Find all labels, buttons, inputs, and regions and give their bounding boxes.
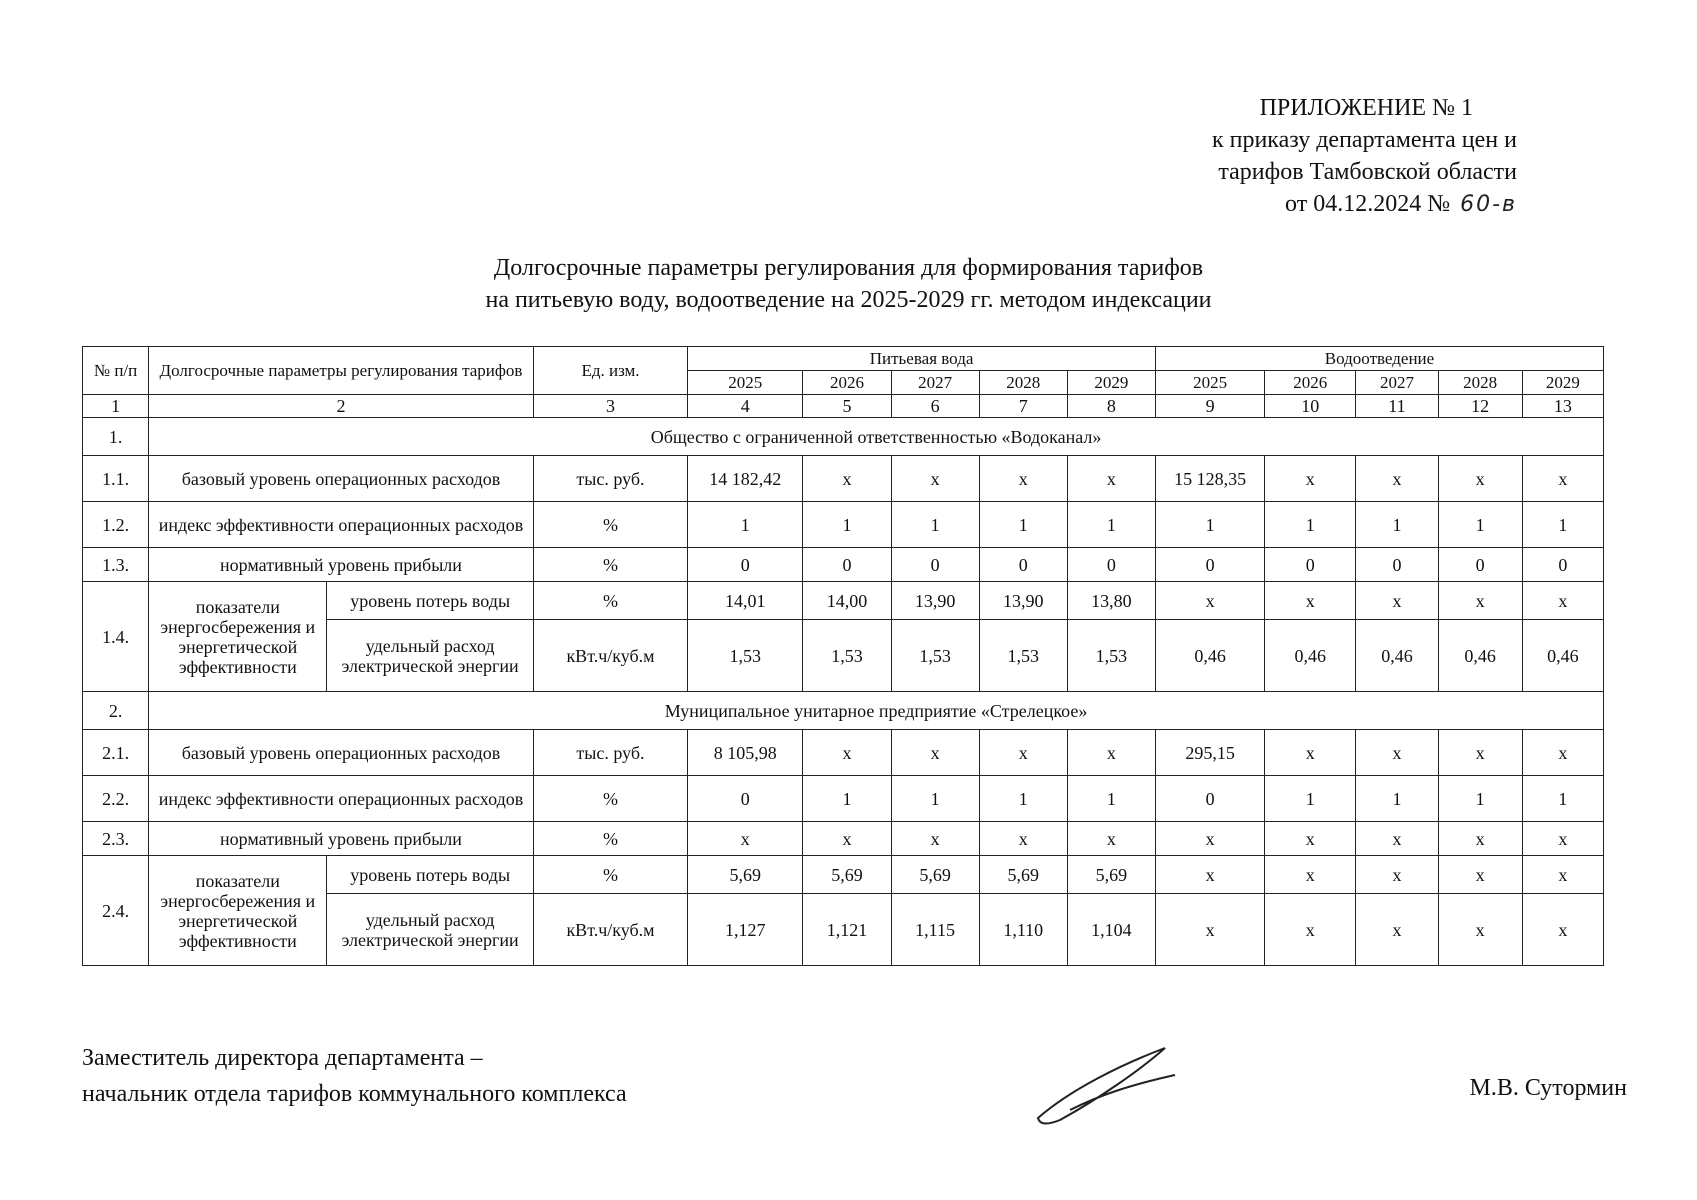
value-cell: x <box>1438 582 1522 620</box>
value-cell: x <box>1067 730 1155 776</box>
value-cell: x <box>1438 894 1522 966</box>
title-line-1: Долгосрочные параметры регулирования для формирования тарифов <box>493 255 1204 281</box>
organization-row <box>83 418 1604 456</box>
value-cell: 0 <box>1067 548 1155 582</box>
appendix-block <box>1212 92 1517 221</box>
value-cell: 1 <box>891 502 979 548</box>
value-cell: x <box>1156 582 1265 620</box>
value-cell: x <box>1438 822 1522 856</box>
signatory-position <box>82 1040 627 1112</box>
value-cell: x <box>1356 456 1438 502</box>
value-cell: 0 <box>1156 776 1265 822</box>
value-cell: 1,53 <box>803 620 891 692</box>
row-unit: % <box>533 582 687 620</box>
value-cell: x <box>1265 582 1356 620</box>
value-cell: x <box>1356 582 1438 620</box>
value-cell: x <box>979 730 1067 776</box>
value-cell: 1 <box>803 776 891 822</box>
header-sewer: Водоотведение <box>1156 347 1604 371</box>
value-cell: 1 <box>1265 502 1356 548</box>
value-cell: x <box>688 822 803 856</box>
row-sublabel: удельный расход электрической энергии <box>327 894 533 966</box>
value-cell: x <box>1522 894 1603 966</box>
value-cell: 1,53 <box>891 620 979 692</box>
value-cell: 0 <box>1265 548 1356 582</box>
row-number: 1.2. <box>83 502 149 548</box>
value-cell: x <box>1522 822 1603 856</box>
row-unit: тыс. руб. <box>533 456 687 502</box>
header-param: Долгосрочные параметры регулирования тарифов <box>149 347 534 395</box>
column-number-cell: 2 <box>149 395 534 418</box>
header-num: № п/п <box>83 347 149 395</box>
value-cell: 0 <box>688 548 803 582</box>
order-date: от 04.12.2024 № <box>1285 191 1451 217</box>
table-row <box>83 502 1604 548</box>
value-cell: 1,121 <box>803 894 891 966</box>
value-cell: 5,69 <box>803 856 891 894</box>
value-cell: x <box>803 456 891 502</box>
year-cell: 2028 <box>979 371 1067 395</box>
value-cell: 5,69 <box>688 856 803 894</box>
value-cell: 0,46 <box>1265 620 1356 692</box>
value-cell: x <box>979 822 1067 856</box>
value-cell: 1 <box>1356 502 1438 548</box>
row-number: 1.3. <box>83 548 149 582</box>
value-cell: 1 <box>1067 776 1155 822</box>
row-sublabel: удельный расход электрической энергии <box>327 620 533 692</box>
value-cell: 0 <box>1522 548 1603 582</box>
value-cell: 1,53 <box>979 620 1067 692</box>
value-cell: x <box>1356 894 1438 966</box>
value-cell: x <box>803 822 891 856</box>
value-cell: 1 <box>1522 502 1603 548</box>
row-number: 2.1. <box>83 730 149 776</box>
row-unit: % <box>533 856 687 894</box>
header-unit: Ед. изм. <box>533 347 687 395</box>
row-label: индекс эффективности операционных расходов <box>149 502 534 548</box>
row-unit: % <box>533 822 687 856</box>
row-number: 1.1. <box>83 456 149 502</box>
value-cell: x <box>1522 456 1603 502</box>
column-number-cell: 7 <box>979 395 1067 418</box>
value-cell: 1 <box>1067 502 1155 548</box>
value-cell: 8 105,98 <box>688 730 803 776</box>
column-number-cell: 1 <box>83 395 149 418</box>
value-cell: 0 <box>1156 548 1265 582</box>
value-cell: 1 <box>979 502 1067 548</box>
year-cell: 2027 <box>1356 371 1438 395</box>
appendix-heading: ПРИЛОЖЕНИЕ № 1 <box>1259 95 1473 121</box>
signatory-name: М.В. Сутормин <box>1469 1075 1627 1101</box>
year-cell: 2029 <box>1522 371 1603 395</box>
row-label: нормативный уровень прибыли <box>149 822 534 856</box>
value-cell: 1,104 <box>1067 894 1155 966</box>
value-cell: 1 <box>891 776 979 822</box>
value-cell: 1 <box>1438 776 1522 822</box>
header-row-1 <box>83 347 1604 371</box>
table-row <box>83 822 1604 856</box>
value-cell: 1,53 <box>688 620 803 692</box>
header-water: Питьевая вода <box>688 347 1156 371</box>
value-cell: 13,80 <box>1067 582 1155 620</box>
value-cell: x <box>1522 582 1603 620</box>
value-cell: x <box>979 456 1067 502</box>
value-cell: x <box>1265 456 1356 502</box>
year-cell: 2028 <box>1438 371 1522 395</box>
organization-name: Общество с ограниченной ответственностью «Водоканал» <box>149 418 1604 456</box>
value-cell: 5,69 <box>979 856 1067 894</box>
year-cell: 2026 <box>803 371 891 395</box>
appendix-line-2: тарифов Тамбовской области <box>1218 159 1517 185</box>
value-cell: x <box>891 730 979 776</box>
column-number-cell: 3 <box>533 395 687 418</box>
value-cell: x <box>1067 822 1155 856</box>
signatory-line-2: начальник отдела тарифов коммунального комплекса <box>82 1081 627 1107</box>
row-number: 2.3. <box>83 822 149 856</box>
year-cell: 2026 <box>1265 371 1356 395</box>
row-unit: % <box>533 502 687 548</box>
value-cell: x <box>1522 856 1603 894</box>
value-cell: 1 <box>979 776 1067 822</box>
value-cell: x <box>1438 856 1522 894</box>
value-cell: 0,46 <box>1438 620 1522 692</box>
row-label: базовый уровень операционных расходов <box>149 456 534 502</box>
value-cell: x <box>1265 730 1356 776</box>
value-cell: 5,69 <box>1067 856 1155 894</box>
value-cell: 1 <box>1438 502 1522 548</box>
value-cell: x <box>1356 856 1438 894</box>
value-cell: x <box>1356 822 1438 856</box>
column-number-cell: 11 <box>1356 395 1438 418</box>
year-cell: 2029 <box>1067 371 1155 395</box>
value-cell: 295,15 <box>1156 730 1265 776</box>
handwritten-signature <box>1030 1040 1180 1130</box>
value-cell: 15 128,35 <box>1156 456 1265 502</box>
table-row <box>83 856 1604 894</box>
document-title <box>0 252 1697 316</box>
value-cell: 0 <box>979 548 1067 582</box>
column-number-cell: 8 <box>1067 395 1155 418</box>
value-cell: 0 <box>1356 548 1438 582</box>
row-unit: % <box>533 776 687 822</box>
value-cell: x <box>1156 856 1265 894</box>
row-unit: % <box>533 548 687 582</box>
table-row <box>83 548 1604 582</box>
value-cell: x <box>891 456 979 502</box>
value-cell: 1,110 <box>979 894 1067 966</box>
table-row <box>83 582 1604 620</box>
row-label: нормативный уровень прибыли <box>149 548 534 582</box>
row-label: базовый уровень операционных расходов <box>149 730 534 776</box>
column-number-cell: 9 <box>1156 395 1265 418</box>
row-number: 1.4. <box>83 582 149 692</box>
column-number-cell: 12 <box>1438 395 1522 418</box>
row-unit: тыс. руб. <box>533 730 687 776</box>
value-cell: x <box>1522 730 1603 776</box>
value-cell: 0 <box>688 776 803 822</box>
column-number-cell: 10 <box>1265 395 1356 418</box>
value-cell: x <box>1156 894 1265 966</box>
column-number-cell: 6 <box>891 395 979 418</box>
year-cell: 2025 <box>688 371 803 395</box>
year-cell: 2027 <box>891 371 979 395</box>
table-row <box>83 456 1604 502</box>
value-cell: x <box>1156 822 1265 856</box>
value-cell: 14,00 <box>803 582 891 620</box>
value-cell: x <box>1265 822 1356 856</box>
value-cell: 0 <box>1438 548 1522 582</box>
row-sublabel: уровень потерь воды <box>327 856 533 894</box>
value-cell: x <box>1438 456 1522 502</box>
value-cell: 5,69 <box>891 856 979 894</box>
row-number: 2.4. <box>83 856 149 966</box>
table-row <box>83 730 1604 776</box>
value-cell: 0,46 <box>1156 620 1265 692</box>
value-cell: x <box>1265 894 1356 966</box>
column-number-cell: 5 <box>803 395 891 418</box>
row-group-label: показатели энергосбережения и энергетической эффективности <box>149 856 327 966</box>
value-cell: x <box>1067 456 1155 502</box>
row-group-label: показатели энергосбережения и энергетической эффективности <box>149 582 327 692</box>
row-number: 1. <box>83 418 149 456</box>
value-cell: 1 <box>803 502 891 548</box>
row-number: 2. <box>83 692 149 730</box>
value-cell: 1 <box>1265 776 1356 822</box>
row-number: 2.2. <box>83 776 149 822</box>
value-cell: 1,127 <box>688 894 803 966</box>
value-cell: 13,90 <box>979 582 1067 620</box>
value-cell: x <box>1438 730 1522 776</box>
value-cell: x <box>891 822 979 856</box>
appendix-line-3 <box>1212 188 1517 221</box>
row-sublabel: уровень потерь воды <box>327 582 533 620</box>
column-number-cell: 4 <box>688 395 803 418</box>
year-cell: 2025 <box>1156 371 1265 395</box>
value-cell: 1 <box>1356 776 1438 822</box>
value-cell: 13,90 <box>891 582 979 620</box>
parameters-table <box>82 346 1604 966</box>
value-cell: 1 <box>688 502 803 548</box>
appendix-line-1: к приказу департамента цен и <box>1211 127 1517 153</box>
value-cell: x <box>803 730 891 776</box>
organization-name: Муниципальное унитарное предприятие «Стрелецкое» <box>149 692 1604 730</box>
title-line-2: на питьевую воду, водоотведение на 2025-2029 гг. методом индексации <box>485 287 1212 313</box>
row-unit: кВт.ч/куб.м <box>533 620 687 692</box>
value-cell: 0 <box>891 548 979 582</box>
value-cell: 1,115 <box>891 894 979 966</box>
value-cell: 1,53 <box>1067 620 1155 692</box>
table-row <box>83 776 1604 822</box>
value-cell: 0 <box>803 548 891 582</box>
row-unit: кВт.ч/куб.м <box>533 894 687 966</box>
value-cell: 14 182,42 <box>688 456 803 502</box>
row-label: индекс эффективности операционных расходов <box>149 776 534 822</box>
order-number: 60-в <box>1460 192 1517 217</box>
signatory-line-1: Заместитель директора департамента – <box>82 1045 483 1071</box>
value-cell: 1 <box>1156 502 1265 548</box>
value-cell: 0,46 <box>1522 620 1603 692</box>
value-cell: x <box>1265 856 1356 894</box>
organization-row <box>83 692 1604 730</box>
value-cell: x <box>1356 730 1438 776</box>
value-cell: 0,46 <box>1356 620 1438 692</box>
column-numbers-row <box>83 395 1604 418</box>
value-cell: 14,01 <box>688 582 803 620</box>
value-cell: 1 <box>1522 776 1603 822</box>
column-number-cell: 13 <box>1522 395 1603 418</box>
